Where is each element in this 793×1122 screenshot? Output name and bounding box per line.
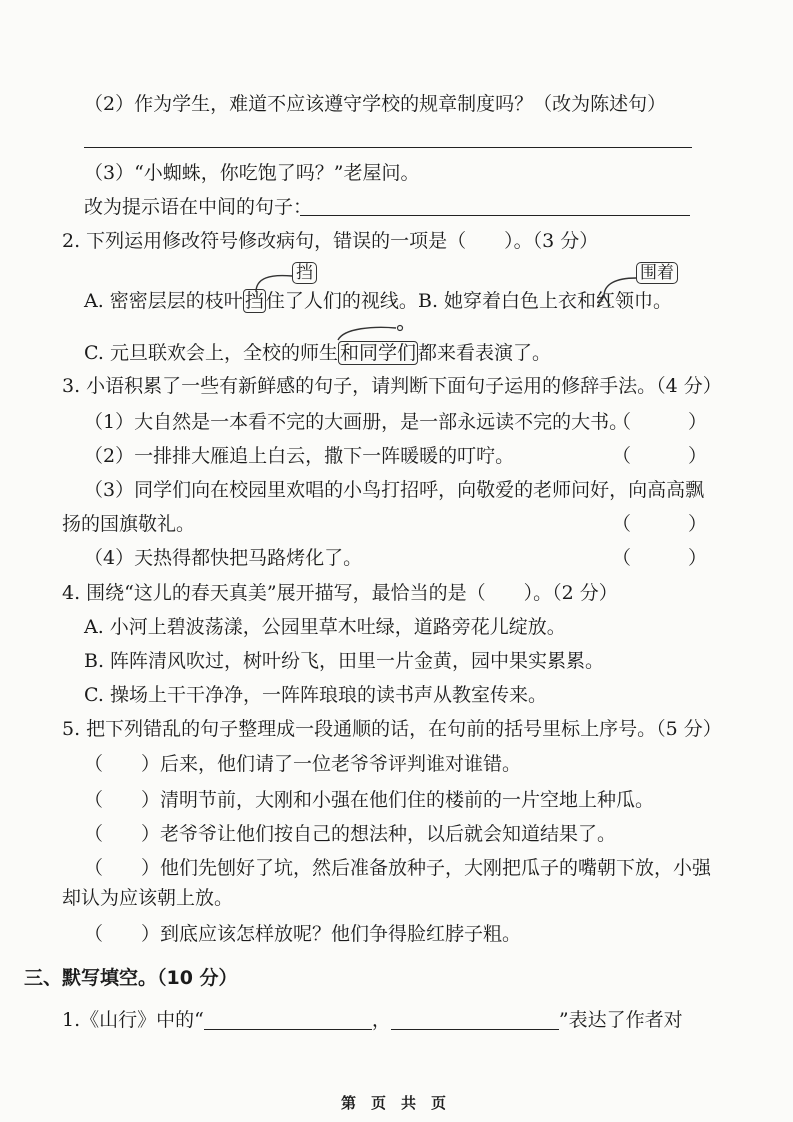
part3-q1 bbox=[62, 1007, 683, 1033]
deletion-mark-icon bbox=[334, 322, 414, 344]
q4-option-c: C. 操场上干干净净，一阵阵琅琅的读书声从教室传来。 bbox=[84, 684, 547, 706]
q5-item-3: （ ）老爷爷让他们按自己的想法种，以后就会知道结果了。 bbox=[84, 823, 617, 845]
part3-q1-post: ”表达了作者对 bbox=[558, 1009, 683, 1031]
q1-sub3-text: （3）“小蜘蛛，你吃饱了吗？”老屋问。 bbox=[84, 162, 420, 184]
answer-bracket[interactable]: （ ） bbox=[612, 411, 708, 433]
q5-item-4-cont: 却认为应该朝上放。 bbox=[62, 887, 234, 909]
q1-sub3-instruction: 改为提示语在中间的句子： bbox=[84, 196, 313, 218]
q2-option-a-pre: A. 密密层层的枝叶 bbox=[84, 290, 243, 312]
answer-bracket[interactable]: （ ） bbox=[612, 513, 708, 535]
revision-arrow-icon bbox=[250, 270, 300, 294]
q3-stem: 3. 小语积累了一些有新鲜感的句子，请判断下面句子运用的修辞手法。（4 分） bbox=[62, 375, 722, 397]
q2-option-c-post: 都来看表演了。 bbox=[417, 342, 551, 364]
q4-stem: 4. 围绕“这儿的春天真美”展开描写，最恰当的是（ ）。（2 分） bbox=[62, 582, 618, 604]
q3-item-2: （2）一排排大雁追上白云，撒下一阵暖暖的叮咛。 bbox=[84, 445, 515, 467]
answer-line[interactable] bbox=[84, 147, 692, 148]
q5-item-5: （ ）到底应该怎样放呢？他们争得脸红脖子粗。 bbox=[84, 923, 522, 945]
q3-item-3-cont: 扬的国旗敬礼。 bbox=[62, 513, 196, 535]
q2-option-b-insert-mark: 围着 bbox=[636, 262, 678, 284]
q2-option-a-insert-mark: 挡 bbox=[292, 262, 317, 284]
q4-option-b: B. 阵阵清风吹过，树叶纷飞，田里一片金黄，园中果实累累。 bbox=[84, 650, 605, 672]
q1-sub2-text: （2）作为学生，难道不应该遵守学校的规章制度吗？（改为陈述句） bbox=[84, 93, 667, 115]
part3-q1-pre: 1.《山行》中的“ bbox=[62, 1009, 204, 1031]
blank-field[interactable] bbox=[391, 1009, 559, 1030]
part3-heading: 三、默写填空。（10 分） bbox=[24, 967, 238, 989]
q2-stem: 2. 下列运用修改符号修改病句，错误的一项是（ ）。（3 分） bbox=[62, 230, 599, 252]
blank-field[interactable] bbox=[204, 1009, 372, 1030]
q2-option-c-pre: C. 元旦联欢会上，全校的师生 bbox=[84, 342, 338, 364]
q2-option-b-post: 红领巾。 bbox=[596, 290, 673, 312]
q2-option-c bbox=[84, 340, 551, 366]
q3-item-4: （4）天热得都快把马路烤化了。 bbox=[84, 547, 363, 569]
answer-bracket[interactable]: （ ） bbox=[612, 445, 708, 467]
q5-item-4: （ ）他们先刨好了坑，然后准备放种子，大刚把瓜子的嘴朝下放，小强 bbox=[84, 857, 712, 879]
page-footer: 第 页 共 页 bbox=[341, 1094, 447, 1112]
q4-option-a: A. 小河上碧波荡漾，公园里草木吐绿，道路旁花儿绽放。 bbox=[84, 616, 566, 638]
q5-item-1: （ ）后来，他们请了一位老爷爷评判谁对谁错。 bbox=[84, 753, 522, 775]
q5-item-2: （ ）清明节前，大刚和小强在他们住的楼前的一片空地上种瓜。 bbox=[84, 789, 655, 811]
part3-q1-mid: ， bbox=[371, 1009, 391, 1031]
insertion-caret-icon bbox=[590, 272, 640, 312]
answer-bracket[interactable]: （ ） bbox=[612, 547, 708, 569]
q2-option-a-post: 住了人们的视线。 bbox=[265, 290, 418, 312]
q2-option-c-boxed-text: 和同学们 bbox=[339, 342, 416, 364]
q3-item-1: （1）大自然是一本看不完的大画册，是一部永远读不完的大书。 bbox=[84, 411, 629, 433]
q2-option-b-pre: B. 她穿着白色上衣和 bbox=[418, 290, 597, 312]
answer-line[interactable] bbox=[300, 215, 690, 216]
q2-option-a-boxed-char: 挡 bbox=[244, 290, 264, 312]
q3-item-3: （3）同学们向在校园里欢唱的小鸟打招呼，向敬爱的老师问好，向高高飘 bbox=[84, 479, 705, 501]
q5-stem: 5. 把下列错乱的句子整理成一段通顺的话，在句前的括号里标上序号。（5 分） bbox=[62, 718, 722, 740]
